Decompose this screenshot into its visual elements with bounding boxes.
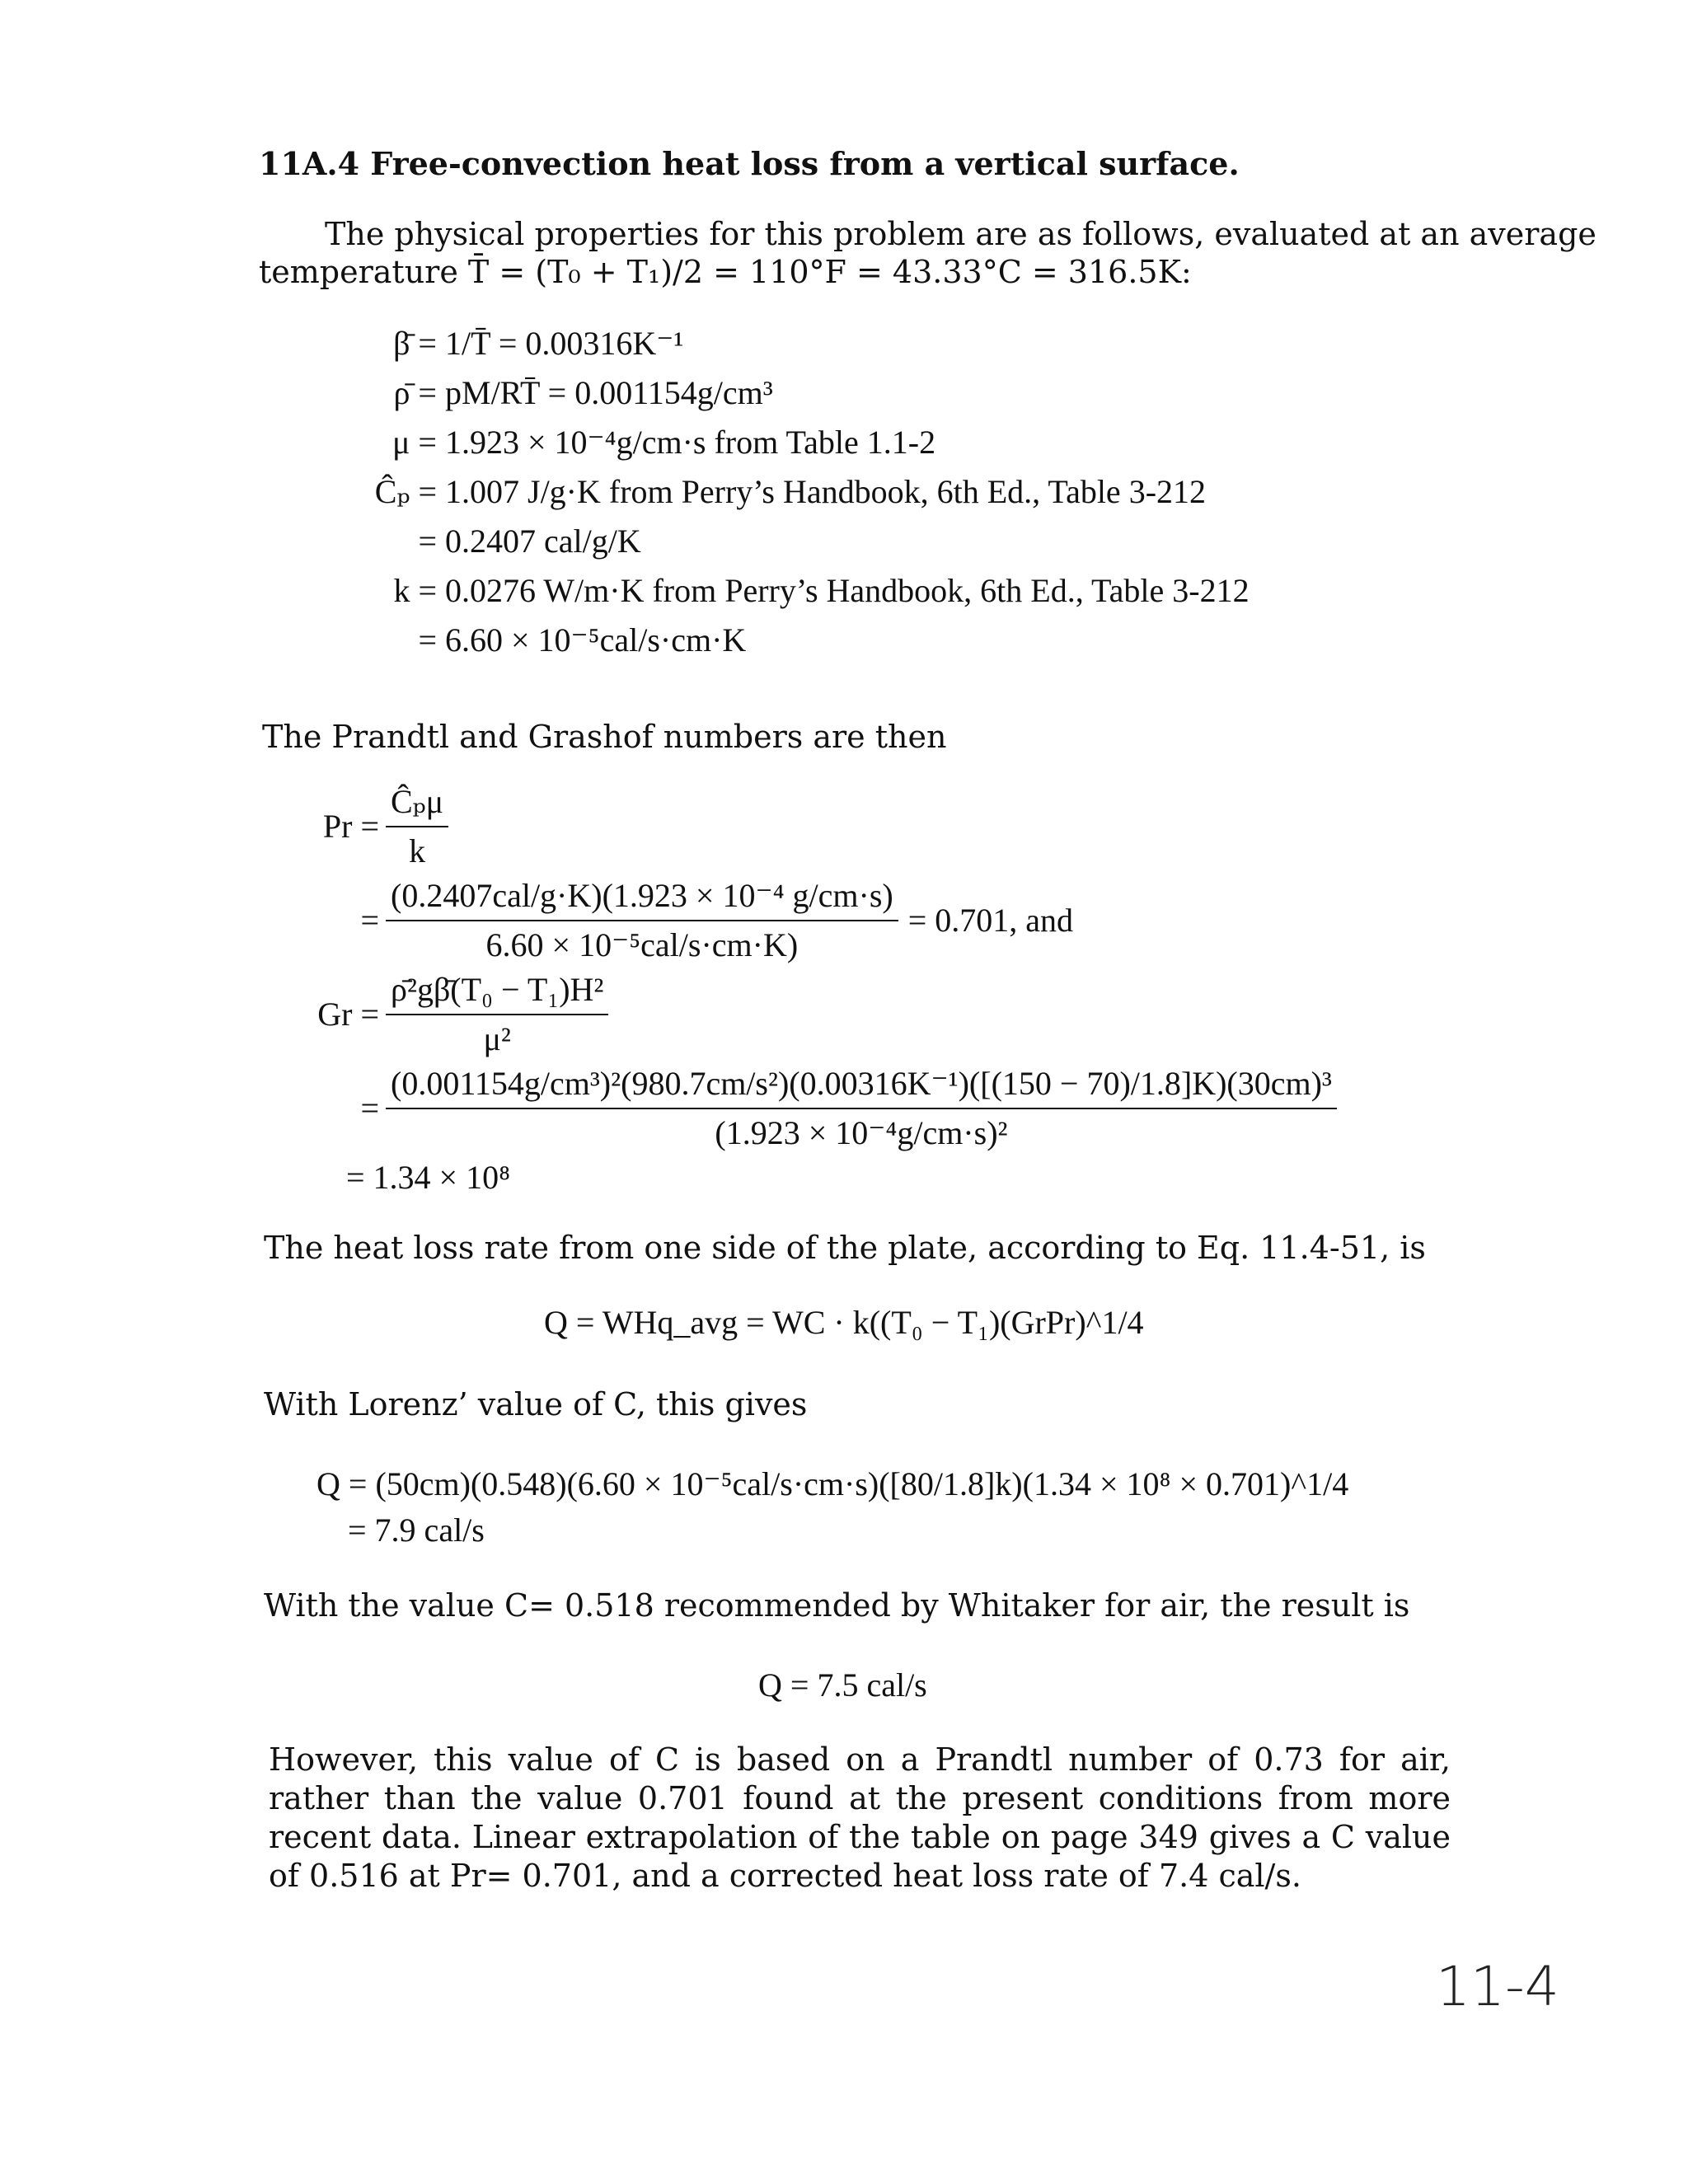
pr-lhs: Pr = xyxy=(322,808,379,845)
property-rhs: 0.2407 cal/g/K xyxy=(445,523,641,560)
intro-line-2: temperature T̄ = (T₀ + T₁)/2 = 110°F = 43.33°C = 316.5K: xyxy=(259,254,1192,290)
page-number: 11-4 xyxy=(1436,1955,1559,2018)
prandtl-equation-line-1 xyxy=(297,781,448,872)
whitaker-intro: With the value C= 0.518 recommended by Whitaker for air, the result is xyxy=(264,1587,1410,1624)
property-beta xyxy=(330,323,1250,364)
property-rhs: 0.0276 W/m·K from Perry’s Handbook, 6th Ed., Table 3-212 xyxy=(445,572,1250,609)
gr-fraction-1 xyxy=(386,969,608,1060)
gr-numeric-denominator: (1.923 × 10⁻⁴g/cm·s)² xyxy=(715,1114,1008,1151)
property-cp-cal xyxy=(330,521,1250,562)
final-paragraph: However, this value of C is based on a Prandtl number of 0.73 for air, rather than the value 0.701 found at the present conditions from more recent data. Linear extrapolation of the table on page 349 gives a C value of 0.516 at Pr= 0.701, and a corrected heat loss rate of 7.4 cal/s. xyxy=(269,1741,1451,1894)
gr-lhs: Gr = xyxy=(317,996,379,1033)
gr-equals: = xyxy=(360,1090,379,1127)
property-lhs: = xyxy=(418,523,437,560)
gr-numeric-numerator: (0.001154g/cm³)²(980.7cm/s²)(0.00316K⁻¹)([(150 − 70)/1.8]K)(30cm)³ xyxy=(386,1063,1337,1109)
lorenz-intro: With Lorenz’ value of C, this gives xyxy=(264,1386,808,1422)
q-whitaker-result: Q = 7.5 cal/s xyxy=(758,1666,927,1704)
property-k xyxy=(330,570,1250,612)
q-calculation-line-2: = 7.9 cal/s xyxy=(348,1511,485,1549)
property-cp xyxy=(330,471,1250,513)
gr-numerator: ρ̄²gβ̄(T₀ − T₁)H² xyxy=(386,969,608,1015)
property-rhs: 1/T̄ = 0.00316K⁻¹ xyxy=(445,325,684,362)
property-lhs: Ĉₚ = xyxy=(374,473,437,510)
property-lhs: k = xyxy=(393,572,437,609)
pr-equals: = xyxy=(360,902,379,939)
property-rho xyxy=(330,373,1250,414)
property-mu xyxy=(330,422,1250,463)
property-lhs: β̄ = xyxy=(393,325,437,362)
problem-title: 11A.4 Free-convection heat loss from a vertical surface. xyxy=(259,145,1240,182)
q-calculation-line-1: Q = (50cm)(0.548)(6.60 × 10⁻⁵cal/s·cm·s)([80/1.8]k)(1.34 × 10⁸ × 0.701)^1/4 xyxy=(316,1465,1349,1502)
pr-denominator: k xyxy=(409,832,426,869)
heat-loss-intro: The heat loss rate from one side of the plate, according to Eq. 11.4-51, is xyxy=(264,1230,1426,1266)
pr-numeric-numerator: (0.2407cal/g·K)(1.923 × 10⁻⁴ g/cm·s) xyxy=(386,875,898,921)
property-rhs: pM/RT̄ = 0.001154g/cm³ xyxy=(445,374,773,411)
intro-line-1: The physical properties for this problem are as follows, evaluated at an average xyxy=(325,216,1597,252)
property-k-cal xyxy=(330,620,1250,661)
property-lhs: = xyxy=(418,621,437,658)
property-rhs: 1.007 J/g·K from Perry’s Handbook, 6th Ed., Table 3-212 xyxy=(445,473,1207,510)
gr-denominator: μ² xyxy=(483,1020,511,1057)
gr-fraction-2 xyxy=(386,1063,1337,1154)
pr-numeric-denominator: 6.60 × 10⁻⁵cal/s·cm·K) xyxy=(485,926,799,963)
property-rhs: 6.60 × 10⁻⁵cal/s·cm·K xyxy=(445,621,747,658)
prandtl-grashof-intro: The Prandtl and Grashof numbers are then xyxy=(262,719,947,755)
property-lhs: ρ̄ = xyxy=(393,374,437,411)
property-list xyxy=(330,323,1250,661)
pr-fraction-2 xyxy=(386,875,898,966)
gr-result: = 1.34 × 10⁸ xyxy=(346,1159,511,1196)
prandtl-equation-line-2 xyxy=(297,875,1073,966)
pr-result: = 0.701, and xyxy=(907,902,1074,939)
grashof-equation-line-1 xyxy=(297,969,608,1060)
grashof-equation-line-2 xyxy=(297,1063,1337,1154)
property-rhs: 1.923 × 10⁻⁴g/cm·s from Table 1.1-2 xyxy=(445,424,936,461)
pr-fraction-1 xyxy=(386,781,448,872)
q-formula: Q = WHq_avg = WC · k((T₀ − T₁)(GrPr)^1/4 xyxy=(544,1304,1144,1341)
property-lhs: μ = xyxy=(392,424,437,461)
pr-numerator: Ĉₚμ xyxy=(386,781,448,827)
